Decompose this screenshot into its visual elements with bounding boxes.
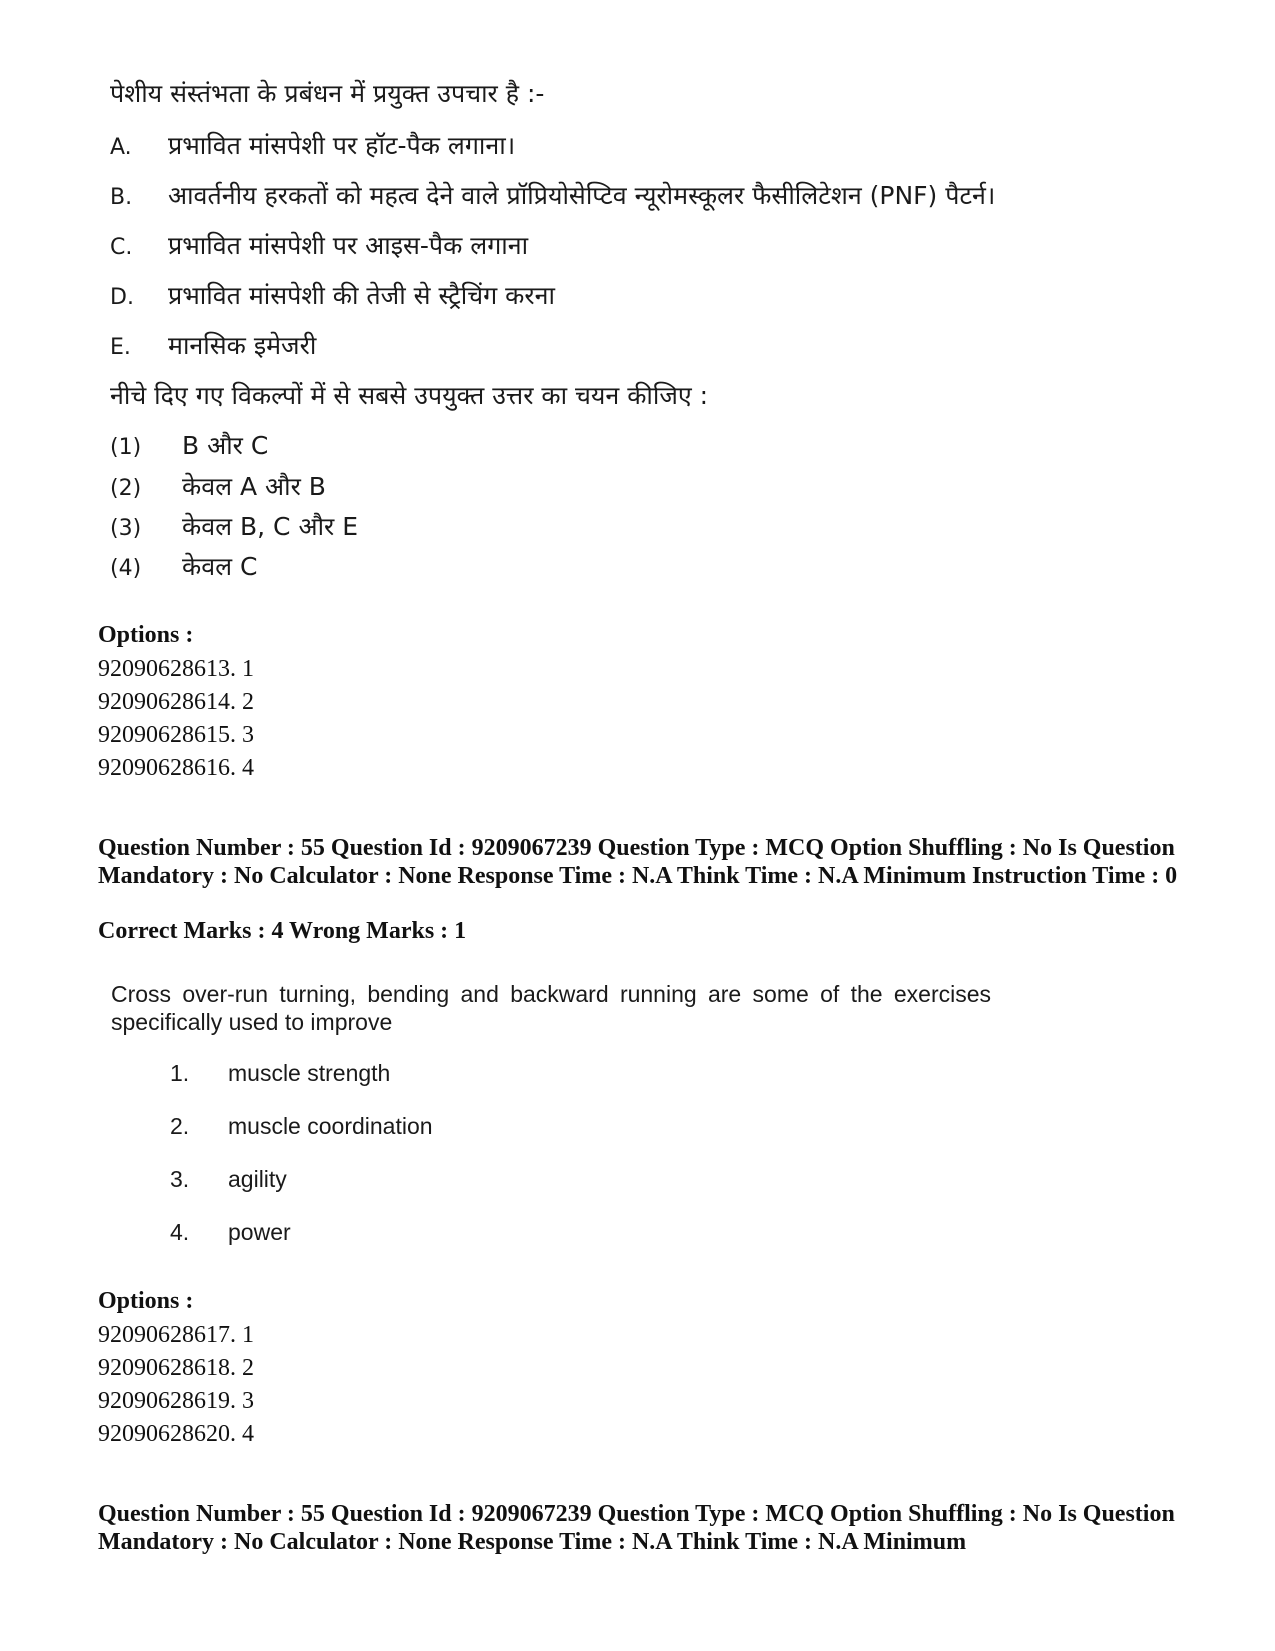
hindi-choice-label: (1)	[110, 435, 142, 460]
option-line: 92090628615. 3	[98, 722, 254, 748]
option-line: 92090628616. 4	[98, 755, 254, 781]
options-title: Options :	[98, 622, 194, 648]
hindi-item-label: A.	[110, 135, 132, 160]
option-line: 92090628619. 3	[98, 1388, 254, 1414]
english-item-4	[170, 1219, 291, 1246]
hindi-item-label: C.	[110, 235, 133, 260]
english-question-stem: Cross over-run turning, bending and backward running are some of the exercises specifically used to improve	[111, 981, 991, 1035]
english-item-text: agility	[228, 1166, 287, 1192]
hindi-choice-3	[110, 509, 358, 543]
english-item-label: 1.	[170, 1060, 190, 1086]
english-item-label: 4.	[170, 1219, 190, 1245]
next-question-meta: Question Number : 55 Question Id : 9209067239 Question Type : MCQ Option Shuffling : No Is Question Mandatory : No Calculator : None Response Time : N.A Think Time : N.A Minimum	[98, 1501, 1175, 1555]
hindi-item-text: मानसिक इमेजरी	[168, 331, 317, 360]
hindi-choice-label: (3)	[110, 516, 142, 541]
hindi-item-d	[110, 278, 555, 312]
hindi-item-text: प्रभावित मांसपेशी की तेजी से स्ट्रैचिंग करना	[168, 281, 555, 310]
hindi-item-text: प्रभावित मांसपेशी पर आइस-पैक लगाना	[168, 231, 529, 260]
hindi-choice-label: (4)	[110, 556, 142, 581]
hindi-item-c	[110, 228, 528, 262]
hindi-choice-text: केवल C	[182, 552, 258, 581]
option-line: 92090628620. 4	[98, 1421, 254, 1447]
hindi-item-b	[110, 178, 995, 212]
english-item-text: muscle strength	[228, 1060, 391, 1086]
hindi-choice-2	[110, 469, 326, 503]
english-item-1	[170, 1060, 390, 1087]
hindi-item-text: प्रभावित मांसपेशी पर हॉट-पैक लगाना।	[168, 131, 516, 160]
hindi-choice-text: B और C	[182, 431, 269, 460]
option-line: 92090628613. 1	[98, 656, 254, 682]
question-marks: Correct Marks : 4 Wrong Marks : 1	[98, 918, 467, 944]
hindi-instruction: नीचे दिए गए विकल्पों में से सबसे उपयुक्त उत्तर का चयन कीजिए :	[110, 381, 709, 410]
hindi-item-label: E.	[110, 335, 131, 360]
hindi-item-label: D.	[110, 285, 134, 310]
english-item-text: muscle coordination	[228, 1113, 433, 1139]
hindi-choice-4	[110, 549, 257, 583]
question-meta: Question Number : 55 Question Id : 9209067239 Question Type : MCQ Option Shuffling : No Is Question Mandatory : No Calculator : None Response Time : N.A Think Time : N.A Minimum Instruction Time : 0	[98, 835, 1178, 889]
option-line: 92090628614. 2	[98, 689, 254, 715]
hindi-item-text: आवर्तनीय हरकतों को महत्व देने वाले प्रॉप्रियोसेप्टिव न्यूरोमस्कूलर फैसीलिटेशन (PNF) पैटर्न।	[168, 181, 996, 210]
hindi-item-label: B.	[110, 185, 133, 210]
option-line: 92090628618. 2	[98, 1355, 254, 1381]
hindi-question-stem: पेशीय संस्तंभता के प्रबंधन में प्रयुक्त उपचार है :-	[110, 79, 545, 108]
hindi-choice-label: (2)	[110, 476, 142, 501]
english-item-label: 3.	[170, 1166, 190, 1192]
hindi-choice-text: केवल A और B	[182, 472, 326, 501]
hindi-choice-1	[110, 428, 268, 462]
english-item-label: 2.	[170, 1113, 190, 1139]
hindi-choice-text: केवल B, C और E	[182, 512, 358, 541]
option-line: 92090628617. 1	[98, 1322, 254, 1348]
options-title: Options :	[98, 1288, 194, 1314]
english-item-3	[170, 1166, 287, 1193]
hindi-item-e	[110, 328, 316, 362]
english-item-2	[170, 1113, 433, 1140]
hindi-item-a	[110, 128, 515, 162]
english-item-text: power	[228, 1219, 291, 1245]
